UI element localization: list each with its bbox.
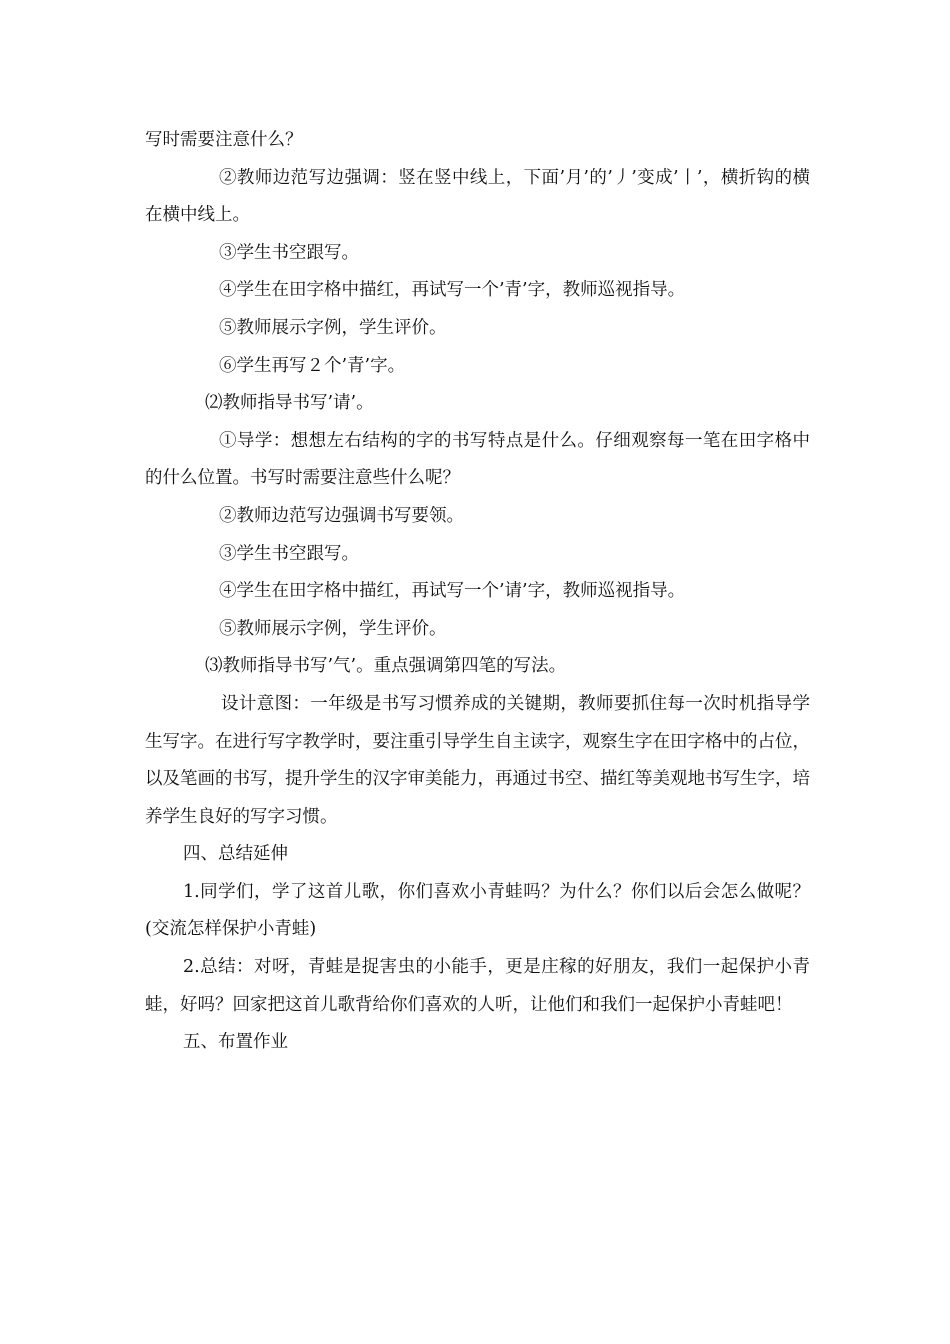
paragraph-step-3b: ③学生书空跟写。 (219, 543, 359, 564)
paragraph-design-intent: 设计意图：一年级是书写习惯养成的关键期，教师要抓住每一次时机指导学生写字。在进行写字教学时，要注重引导学生自主读字，观察生字在田字格中的占位，以及笔画的书写，提升学生的汉字审美能力，再通过书空、描红等美观地书写生字，培养学生良好的写字习惯。 (145, 693, 810, 827)
paragraph-continuation: 写时需要注意什么？ (145, 130, 303, 150)
paragraph-step-4b: ④学生在田字格中描红，再试写一个’请’字，教师巡视指导。 (219, 581, 686, 602)
paragraph-step-5b: ⑤教师展示字例，学生评价。 (219, 618, 447, 639)
paragraph-step-6: ⑥学生再写２个’青’字。 (219, 355, 406, 376)
paragraph-summary-2: 2.总结：对呀，青蛙是捉害虫的小能手，更是庄稼的好朋友，我们一起保护小青蛙，好吗？回家把这首儿歌背给你们喜欢的人听，让他们和我们一起保护小青蛙吧！ (145, 957, 810, 1015)
section-heading-homework: 五、布置作业 (183, 1032, 288, 1053)
paragraph-guide: ①导学：想想左右结构的字的书写特点是什么。仔细观察每一笔在田字格中的什么位置。书写时需要注意些什么呢？ (145, 430, 810, 489)
paragraph-step-4: ④学生在田字格中描红，再试写一个’青’字，教师巡视指导。 (219, 280, 686, 301)
paragraph-step-3: ③学生书空跟写。 (219, 242, 359, 263)
paragraph-summary-1: 1.同学们，学了这首儿歌，你们喜欢小青蛙吗？为什么？你们以后会怎么做呢？(交流怎样保护小青蛙) (145, 881, 810, 940)
paragraph-subsection-2: ⑵教师指导书写’请’。 (205, 393, 374, 414)
paragraph-step-5: ⑤教师展示字例，学生评价。 (219, 317, 447, 338)
document-body (145, 122, 810, 1062)
section-heading-summary: 四、总结延伸 (183, 844, 288, 865)
paragraph-step-2: ②教师边范写边强调：竖在竖中线上，下面’月’的’丿’变成’丨’，横折钩的横在横中线上。 (145, 167, 810, 226)
paragraph-step-2b: ②教师边范写边强调书写要领。 (219, 505, 464, 526)
paragraph-subsection-3: ⑶教师指导书写’气’。重点强调第四笔的写法。 (205, 656, 567, 677)
